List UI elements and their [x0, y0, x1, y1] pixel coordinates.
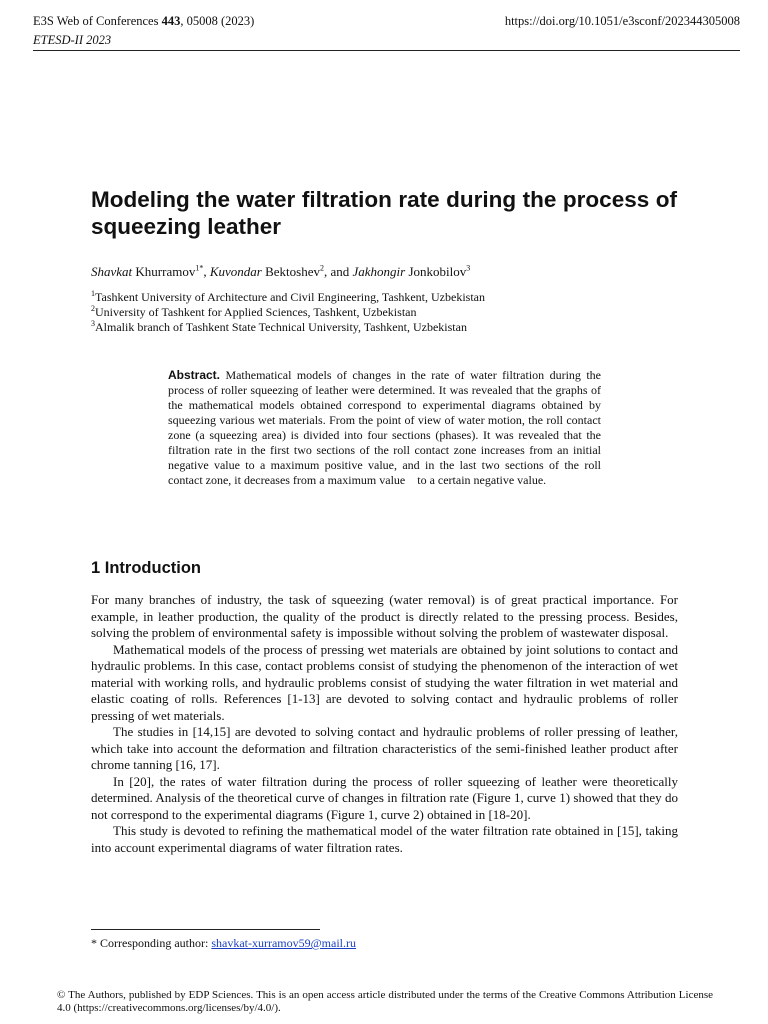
- journal-volume: 443: [161, 14, 181, 28]
- journal-citation: [33, 12, 254, 31]
- doi-link[interactable]: https://doi.org/10.1051/e3sconf/202344305008: [504, 14, 740, 28]
- abstract-label: Abstract.: [168, 368, 221, 382]
- affiliation-list: [91, 290, 485, 335]
- author-separator: ,: [203, 264, 210, 279]
- footnote-label: * Corresponding author:: [91, 936, 212, 950]
- footnote-divider: [91, 929, 320, 930]
- author-email-link[interactable]: shavkat-xurramov59@mail.ru: [211, 936, 357, 950]
- running-header: [33, 12, 254, 50]
- author-affiliation-mark: 2: [319, 263, 324, 273]
- author-first-name: Kuvondar: [209, 264, 262, 279]
- affiliation-item: [91, 320, 485, 335]
- corresponding-author-footnote: [91, 936, 356, 951]
- author-first-name: Jakhongir: [352, 264, 406, 279]
- author-last-name: Khurramov: [132, 264, 196, 279]
- author-last-name: Bektoshev: [261, 264, 320, 279]
- paragraph: This study is devoted to refining the mathematical model of the water filtration rate obtained in [15], taking into account experimental diagrams of water filtration rates.: [91, 823, 678, 855]
- paragraph: Mathematical models of the process of pressing wet materials are obtained by joint solutions to contact and hydraulic problems. In this case, contact problems consist of studying the phenomenon of the interaction of wet material with working rolls, and hydraulic problems consist of studying the water filtration in wet material and elastic coating of rolls. References [1-13] are devoted to solving contact and hydraulic problems of roller pressing of wet materials.: [91, 641, 678, 723]
- author-separator: , and: [323, 264, 353, 279]
- affiliation-number: 1: [91, 289, 95, 298]
- abstract-text: Mathematical models of changes in the rate of water filtration during the process of roller squeezing of leather were determined. It was revealed that the graphs of the mathematical models obtained correspond to experimental diagrams obtained by squeezing various wet materials. From the point of view of water motion, the roll contact zone (a squeezing area) is divided into four sections (phases). It was revealed that the filtration rate in the first two sections of the roll contact zone increases from an initial negative value to a maximum positive value, and in the last two sections of the roll contact zone, it decreases from a maximum value to a certain negative value.: [168, 368, 601, 487]
- paragraph: In [20], the rates of water filtration during the process of roller squeezing of leather were theoretically determined. Analysis of the theoretical curve of changes in filtration rate (Figure 1, curve 1) showed that they do not correspond to the experimental diagrams (Figure 1, curve 2) obtained in [18-20].: [91, 773, 678, 822]
- author-last-name: Jonkobilov: [405, 264, 467, 279]
- paragraph: For many branches of industry, the task of squeezing (water removal) is of great practical importance. For example, in leather production, the quality of the product is directly related to the pressing process. Besides, solving the problem of environmental safety is impossible without solving the problem of wastewater disposal.: [91, 592, 678, 640]
- article-number: , 05008 (2023): [180, 14, 255, 28]
- author-first-name: Shavkat: [91, 264, 133, 279]
- author-list: [91, 263, 470, 281]
- header-divider: [33, 50, 740, 51]
- affiliation-number: 2: [91, 304, 95, 313]
- section-heading: 1 Introduction: [91, 559, 201, 577]
- affiliation-item: [91, 290, 485, 305]
- paragraph: The studies in [14,15] are devoted to solving contact and hydraulic problems of roller pressing of leather, which take into account the deformation and filtration characteristics of the semi-finished leather product after chrome tanning [16, 17].: [91, 724, 678, 772]
- affiliation-text: Tashkent University of Architecture and Civil Engineering, Tashkent, Uzbekistan: [95, 290, 485, 304]
- license-notice: © The Authors, published by EDP Sciences. This is an open access article distributed under the terms of the Creative Commons Attribution License 4.0 (https://creativecommons.org/licenses/by/4.0/).: [57, 989, 713, 1014]
- affiliation-text: Almalik branch of Tashkent State Technical University, Tashkent, Uzbekistan: [95, 320, 467, 334]
- author-affiliation-mark: 3: [466, 263, 471, 273]
- introduction-body: [91, 592, 678, 856]
- affiliation-text: University of Tashkent for Applied Sciences, Tashkent, Uzbekistan: [95, 305, 417, 319]
- abstract: [168, 368, 601, 488]
- affiliation-number: 3: [91, 319, 95, 328]
- paper-title: Modeling the water filtration rate during the process of squeezing leather: [91, 187, 677, 239]
- author-affiliation-mark: 1*: [195, 263, 204, 273]
- journal-name: E3S Web of Conferences: [33, 14, 159, 28]
- affiliation-item: [91, 305, 485, 320]
- conference-name: ETESD-II 2023: [33, 33, 112, 47]
